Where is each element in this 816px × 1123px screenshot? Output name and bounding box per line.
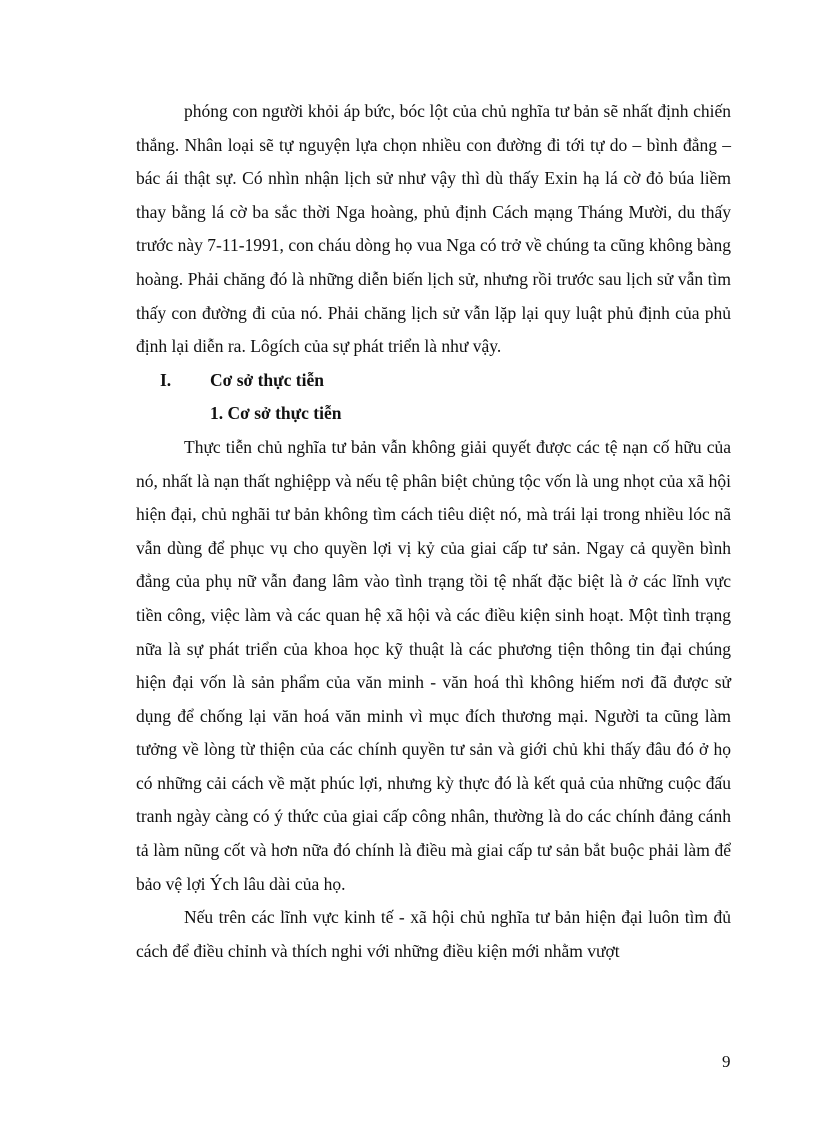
subsection-heading: 1. Cơ sở thực tiễn (210, 403, 342, 424)
paragraph-continued: phóng con người khỏi áp bức, bóc lột của chủ nghĩa tư bản sẽ nhất định chiến thắng. Nhân loại sẽ tự nguyện lựa chọn nhiều con đường đi tới tự do – bình đẳng – bác ái thật sự. Có nhìn nhận lịch sử như vậy thì dù thấy Exin hạ lá cờ đỏ búa liềm thay bằng lá cờ ba sắc thời Nga hoàng, phủ định Cách mạng Tháng Mười, du thấy trước này 7-11-1991, con cháu dòng họ vua Nga có trở về chúng ta cũng không bàng hoàng. Phải chăng đó là những diễn biến lịch sử, nhưng rồi trước sau lịch sử vẫn tìm thấy con đường đi của nó. Phải chăng lịch sử vẫn lặp lại quy luật phủ định của phủ định lại diễn ra. Lôgích của sự phát triển là như vậy. (136, 101, 731, 357)
page-number: 9 (722, 1052, 731, 1071)
section-heading (136, 364, 731, 398)
paragraph: Nếu trên các lĩnh vực kinh tế - xã hội chủ nghĩa tư bản hiện đại luôn tìm đủ cách để điều chỉnh và thích nghi với những điều kiện mới nhằm vượt (136, 907, 731, 961)
section-title: Cơ sở thực tiễn (210, 369, 324, 390)
body-text (136, 95, 731, 968)
section-number: I. (160, 369, 172, 390)
paragraph: Thực tiễn chủ nghĩa tư bản vẫn không giải quyết được các tệ nạn cố hữu của nó, nhất là nạn thất nghiệpp và nếu tệ phân biệt chủng tộc vốn là ung nhọt của xã hội hiện đại, chủ nghãi tư bản không tìm cách tiêu diệt nó, mà trái lại trong nhiều lóc nã vẫn dùng để phục vụ cho quyền lợi vị kỷ của giai cấp tư sản. Ngay cả quyền bình đẳng của phụ nữ vẫn đang lâm vào tình trạng tồi tệ nhất đặc biệt là ở các lĩnh vực tiền công, việc làm và các quan hệ xã hội và các điều kiện sinh hoạt. Một tình trạng nữa là sự phát triển của khoa học kỹ thuật là các phương tiện thông tin đại chúng hiện đại vốn là sản phẩm của văn minh - văn hoá thì không hiếm nơi đã được sử dụng để chống lại văn hoá văn minh vì mục đích thương mại. Người ta cũng làm tưởng về lòng từ thiện của các chính quyền tư sản và giới chủ khi thấy đâu đó ở họ có những cải cách về mặt phúc lợi, nhưng kỳ thực đó là kết quả của những cuộc đấu tranh ngày càng có ý thức của giai cấp công nhân, thường là do các chính đảng cánh tả làm nũng cốt và hơn nữa đó chính là điều mà giai cấp tư sản bắt buộc phải làm để bảo vệ lợi Ých lâu dài của họ. (136, 436, 731, 894)
